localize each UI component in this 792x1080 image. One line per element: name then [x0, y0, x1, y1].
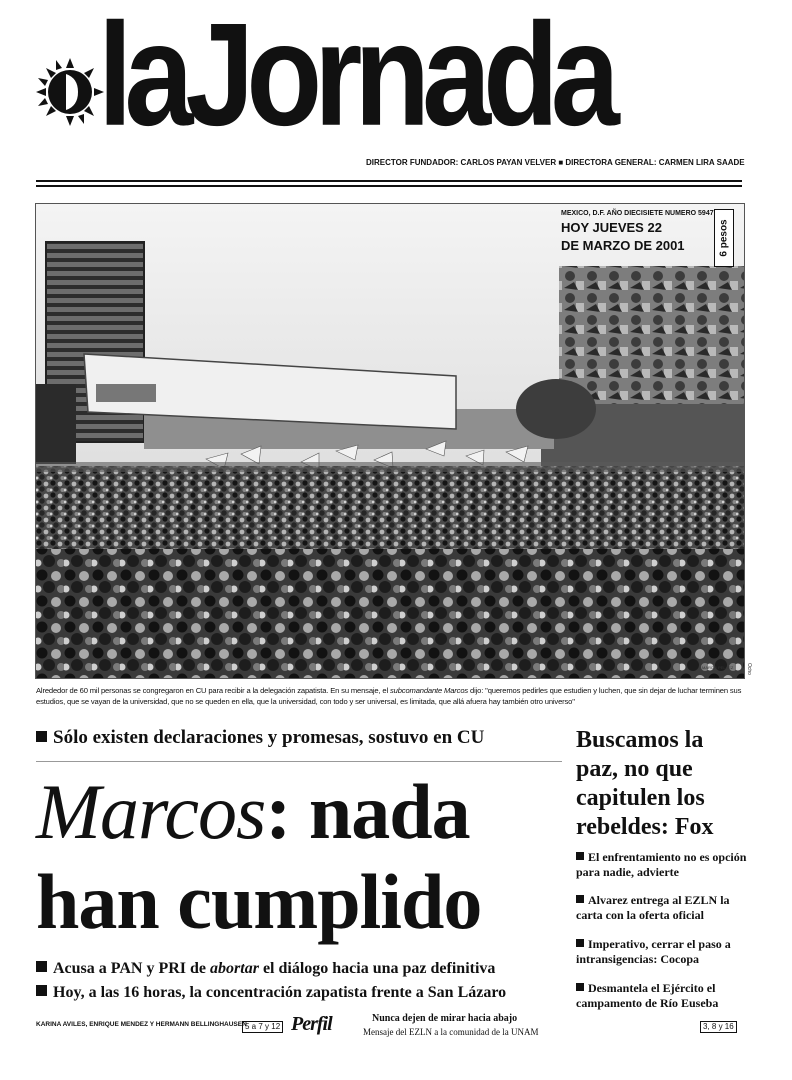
perfil-note-subtitle: Mensaje del EZLN a la comunidad de la UNAM: [363, 1027, 539, 1037]
side-item[interactable]: [576, 850, 748, 880]
perfil-logo[interactable]: Perfil: [291, 1013, 332, 1035]
deck1-a: Acusa a PAN y PRI de: [53, 960, 211, 977]
deck1-emphasis: abortar: [210, 960, 259, 977]
bullet-square-icon: [36, 731, 47, 742]
side-item-text: Imperativo, cerrar el paso a intransigencias: Cocopa: [576, 937, 731, 966]
side-headline[interactable]: Buscamos la paz, no que capitulen los rebeldes: Fox: [576, 727, 714, 840]
kicker-rule: [36, 761, 562, 762]
side-item-text: Alvarez entrega al EZLN la carta con la oferta oficial: [576, 893, 730, 922]
bullet-square-icon: [576, 983, 584, 991]
main-byline: [36, 1021, 247, 1028]
side-page-reference[interactable]: 3, 8 y 16: [700, 1021, 737, 1033]
rally-photo[interactable]: [35, 203, 745, 679]
bullet-square-icon: [576, 852, 584, 860]
main-headline-line1[interactable]: [36, 768, 470, 856]
crowd-photo-illustration: [36, 204, 744, 678]
deck1-b: el diálogo hacia una paz definitiva: [258, 960, 496, 977]
bullet-square-icon: [576, 895, 584, 903]
masthead-logo[interactable]: laJornada: [98, 0, 612, 157]
sun-logo-icon: [36, 58, 104, 126]
masthead-rule-2: [36, 185, 742, 187]
dateline-date-2: DE MARZO DE 2001: [561, 238, 685, 253]
caption-quote: dijo: "queremos pedirles que estudien y luchen, que sin dejar de luchar terminen sus estudios, que se vayan de la universidad, que no se queden en ella, que la universidad, con todo y ser universal, es limitada, que allá afuera hay también otro universo": [36, 686, 742, 706]
caption-text: Alrededor de 60 mil personas se congregaron en CU para recibir a la delegación zapatista. En su mensaje, el: [36, 686, 390, 695]
main-deck-1[interactable]: [36, 960, 495, 978]
photo-credit: MARCO PELAEZ: [702, 665, 734, 670]
side-item[interactable]: [576, 893, 748, 923]
price-label: 6 pesos: [718, 219, 730, 257]
staff-line: DIRECTOR FUNDADOR: CARLOS PAYAN VELVER ■ DIRECTORA GENERAL: CARMEN LIRA SAADE: [366, 158, 745, 167]
dateline-box: [561, 210, 731, 253]
masthead-rule-1: [36, 180, 742, 182]
dateline-place-year: MEXICO, D.F. AÑO DIECISIETE NUMERO 5947: [561, 210, 714, 217]
main-page-reference[interactable]: 5 a 7 y 12: [242, 1021, 283, 1033]
perfil-note-title[interactable]: Nunca dejen de mirar hacia abajo: [372, 1013, 518, 1024]
byline-text: KARINA AVILES, ENRIQUE MENDEZ Y HERMANN BELLINGHAUSEN: [36, 1021, 247, 1028]
photo-caption: [36, 685, 744, 707]
side-item-text: El enfrentamiento no es opción para nadie, advierte: [576, 850, 747, 879]
deck2-text: Hoy, a las 16 horas, la concentración zapatista frente a San Lázaro: [53, 984, 507, 1001]
bullet-square-icon: [36, 985, 47, 996]
caption-emphasis: subcomandante Marcos: [390, 686, 469, 695]
main-headline-line2[interactable]: han cumplido: [36, 858, 482, 945]
side-item-text: Desmantela el Ejército el campamento de Río Euseba: [576, 981, 719, 1010]
bullet-square-icon: [36, 961, 47, 972]
side-item[interactable]: [576, 937, 748, 967]
dateline-date-1: HOY JUEVES 22: [561, 220, 662, 235]
main-kicker-text: Sólo existen declaraciones y promesas, sostuvo en CU: [53, 727, 485, 748]
headline-name: Marcos: [36, 768, 266, 855]
price-box: [714, 209, 734, 267]
photo-credit-vertical: Ocho: [746, 663, 752, 675]
bullet-square-icon: [576, 939, 584, 947]
main-kicker[interactable]: [36, 727, 484, 749]
main-deck-2[interactable]: [36, 984, 506, 1002]
side-item[interactable]: [576, 981, 748, 1011]
headline-rest: : nada: [265, 768, 470, 855]
